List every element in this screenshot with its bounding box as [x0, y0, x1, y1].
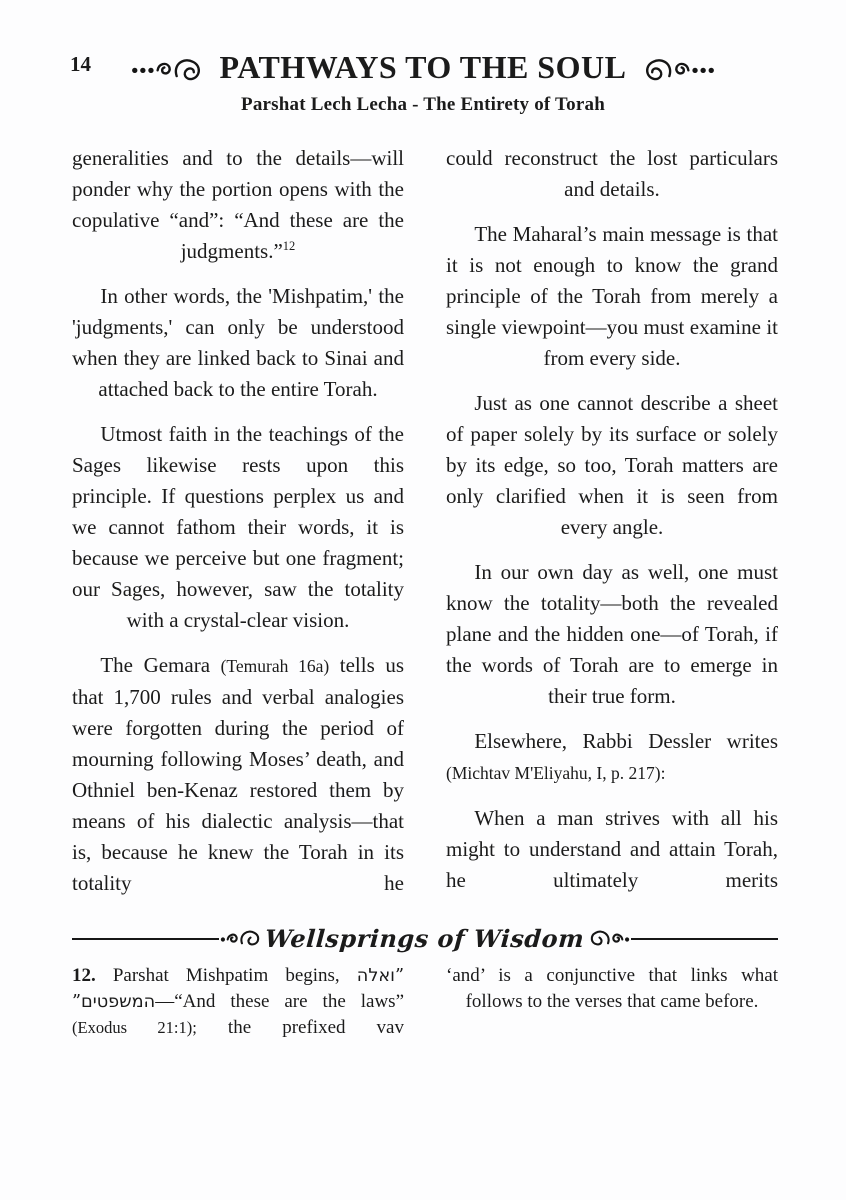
- paragraph-text: The Gemara: [100, 653, 221, 677]
- divider-rule-left: [72, 938, 219, 940]
- divider-left-flourish-icon: [219, 929, 263, 949]
- left-column: [72, 143, 404, 913]
- right-column: [446, 143, 778, 913]
- footnote-right-column: [446, 963, 778, 1041]
- paragraph: The Maharal’s main message is that it is not enough to know the grand principle of the Torah from merely a single viewpoint—you must examine it from every side.: [446, 222, 778, 370]
- page-header: [0, 0, 846, 116]
- paragraph: could reconstruct the lost particulars and details.: [446, 146, 778, 201]
- body-text: [0, 143, 846, 913]
- paragraph-text: tells us that 1,700 rules and verbal analogies were forgotten during the period of mourning following Moses’ death, and Othniel ben-Kenaz restored them by means of his dialectic analysis—that is, because he knew the Torah in its totality he: [72, 653, 405, 895]
- footnote-columns: [0, 963, 846, 1041]
- divider-rule-right: [631, 938, 778, 940]
- footnote-text: —“And these are the laws”: [155, 991, 404, 1012]
- title-line: [0, 44, 846, 90]
- footnote-12-continuation: ‘and’ is a conjunctive that links what follows to the verses that came before.: [446, 965, 778, 1012]
- divider-right-flourish-icon: [587, 929, 631, 949]
- footnote-left-column: [72, 963, 404, 1041]
- footnote-section: [0, 924, 846, 1041]
- page-number: 14: [70, 52, 91, 76]
- paragraph-text: Elsewhere, Rabbi Dessler writes: [474, 729, 778, 753]
- footnote-divider-title: Wellsprings of Wisdom: [264, 924, 586, 953]
- paragraph: Utmost faith in the teachings of the Sages likewise rests upon this principle. If questions perplex us and we cannot fathom their words, it is because we perceive but one fragment; our Sages, however, saw the totality with a crystal-clear vision.: [72, 422, 404, 632]
- left-swirl-flourish-icon: [130, 54, 210, 81]
- footnote-divider: [72, 924, 778, 953]
- source-citation: (Temurah 16a): [220, 656, 330, 676]
- title-row: [0, 44, 846, 90]
- footnote-text: the prefixed vav: [196, 1017, 404, 1038]
- right-swirl-flourish-icon: [636, 54, 716, 81]
- chapter-subtitle: Parshat Lech Lecha - The Entirety of Torah: [241, 94, 605, 115]
- paragraph: [446, 726, 778, 789]
- paragraph: [72, 650, 404, 899]
- hebrew-phrase: ”ואלה המשפטים”: [72, 966, 404, 1012]
- book-title: PATHWAYS TO THE SOUL: [219, 48, 627, 85]
- footnote-reference: 12: [282, 239, 296, 253]
- paragraph: When a man strives with all his might to understand and attain Torah, he ultimately merits: [446, 806, 778, 892]
- paragraph: Just as one cannot describe a sheet of paper solely by its surface or solely by its edge, so too, Torah matters are only clarified when it is seen from every angle.: [446, 391, 778, 539]
- paragraph: In our own day as well, one must know the totality—both the revealed plane and the hidden one—of Torah, if the words of Torah are to emerge in their true form.: [446, 560, 778, 708]
- paragraph: [72, 143, 404, 267]
- paragraph: In other words, the 'Mishpatim,' the 'judgments,' can only be understood when they are linked back to Sinai and attached back to the entire Torah.: [72, 284, 404, 401]
- footnote-text: Parshat Mishpatim begins,: [112, 965, 357, 986]
- footnote-12: [72, 963, 404, 1041]
- paragraph-text: generalities and to the details—will ponder why the portion opens with the copulative “and”: “And these are the judgments.”: [72, 146, 404, 263]
- source-citation: (Michtav M'Eliyahu, I, p. 217):: [446, 763, 666, 783]
- verse-citation: (Exodus 21:1);: [72, 1018, 197, 1037]
- footnote-number: 12.: [72, 965, 96, 986]
